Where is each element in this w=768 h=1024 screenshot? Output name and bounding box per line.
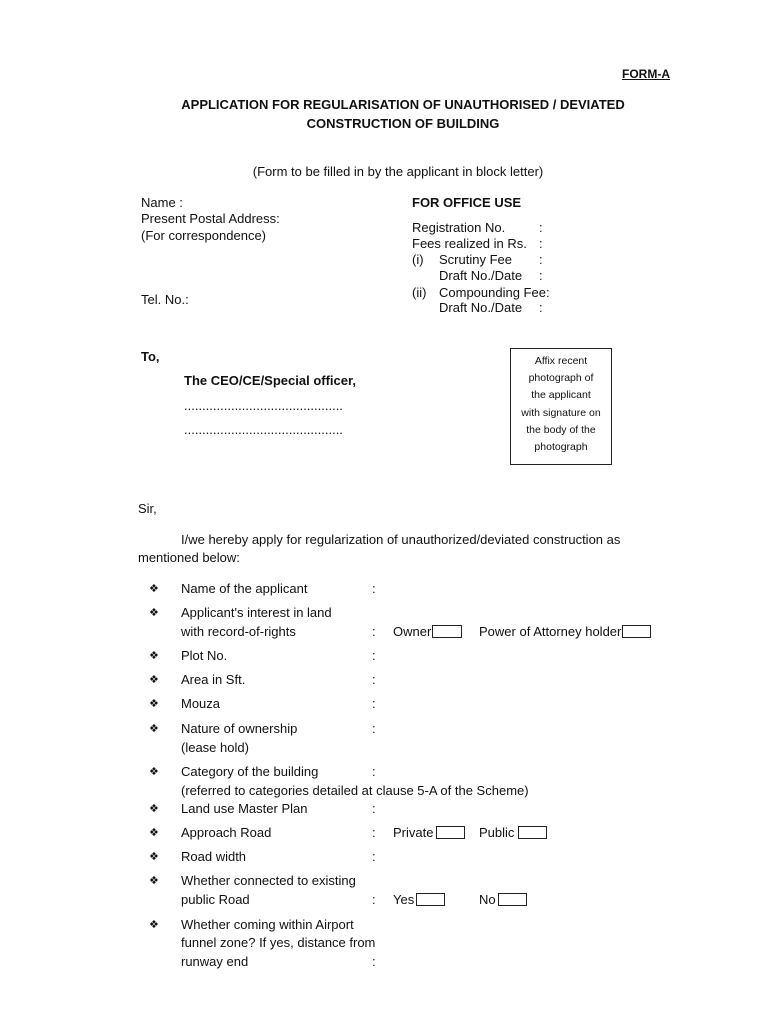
registration-label: Registration No. bbox=[412, 220, 506, 235]
form-id: FORM-A bbox=[622, 67, 670, 81]
item-colon: : bbox=[372, 696, 376, 711]
body-line2: mentioned below: bbox=[138, 550, 240, 565]
draft1-colon: : bbox=[539, 268, 543, 283]
form-title-line1: APPLICATION FOR REGULARISATION OF UNAUTHORISED / DEVIATED bbox=[181, 97, 625, 112]
private-option bbox=[393, 825, 465, 841]
item-area: Area in Sft. bbox=[181, 672, 246, 687]
item-colon: : bbox=[372, 721, 376, 736]
no-option bbox=[479, 892, 527, 908]
item-plot: Plot No. bbox=[181, 648, 228, 663]
item-airport-line3: runway end bbox=[181, 954, 249, 969]
item-airport-line1: Whether coming within Airport bbox=[181, 917, 354, 932]
recipient-dots-2: ............................................ bbox=[184, 422, 343, 437]
compounding-number: (ii) bbox=[412, 285, 427, 300]
item-colon: : bbox=[372, 624, 376, 639]
photo-box bbox=[510, 348, 612, 465]
yes-checkbox[interactable] bbox=[416, 893, 445, 906]
scrutiny-label: Scrutiny Fee bbox=[439, 252, 512, 267]
compounding-label: Compounding Fee: bbox=[439, 285, 550, 300]
draft2-label: Draft No./Date bbox=[439, 300, 523, 315]
photo-box-line: photograph bbox=[534, 441, 588, 454]
item-approach-road: Approach Road bbox=[181, 825, 272, 840]
to-label: To, bbox=[141, 349, 160, 364]
item-colon: : bbox=[372, 672, 376, 687]
item-ownership-line1: Nature of ownership bbox=[181, 721, 298, 736]
public-label: Public bbox=[479, 825, 515, 840]
bullet-icon: ❖ bbox=[149, 803, 159, 815]
owner-option bbox=[393, 624, 462, 640]
private-checkbox[interactable] bbox=[436, 826, 465, 839]
fill-instruction: (Form to be filled in by the applicant in block letter) bbox=[252, 164, 544, 179]
public-option bbox=[479, 825, 547, 841]
poa-label: Power of Attorney holder bbox=[479, 624, 622, 639]
photo-box-line: photograph of bbox=[528, 372, 594, 385]
item-colon: : bbox=[372, 801, 376, 816]
item-colon: : bbox=[372, 581, 376, 596]
bullet-icon: ❖ bbox=[149, 607, 159, 619]
private-label: Private bbox=[393, 825, 434, 840]
item-interest-line2: with record-of-rights bbox=[181, 624, 296, 639]
photo-box-line: the applicant bbox=[531, 389, 591, 402]
item-colon: : bbox=[372, 849, 376, 864]
office-use-heading: FOR OFFICE USE bbox=[412, 195, 522, 210]
draft1-label: Draft No./Date bbox=[439, 268, 523, 283]
poa-checkbox[interactable] bbox=[622, 625, 651, 638]
photo-box-line: the body of the bbox=[526, 423, 596, 436]
item-colon: : bbox=[372, 648, 376, 663]
bullet-icon: ❖ bbox=[149, 919, 159, 931]
item-category-line1: Category of the building bbox=[181, 764, 319, 779]
bullet-icon: ❖ bbox=[149, 583, 159, 595]
fees-label: Fees realized in Rs. bbox=[412, 236, 527, 251]
yes-option bbox=[393, 892, 445, 908]
bullet-icon: ❖ bbox=[149, 766, 159, 778]
photo-box-line: with signature on bbox=[521, 406, 601, 419]
item-connected-line2: public Road bbox=[181, 892, 250, 907]
form-title-line2: CONSTRUCTION OF BUILDING bbox=[306, 116, 500, 131]
no-label: No bbox=[479, 892, 496, 907]
salutation: Sir, bbox=[138, 501, 157, 516]
item-applicant-name: Name of the applicant bbox=[181, 581, 308, 596]
item-colon: : bbox=[372, 764, 376, 779]
bullet-icon: ❖ bbox=[149, 674, 159, 686]
owner-checkbox[interactable] bbox=[432, 625, 462, 638]
body-line1: I/we hereby apply for regularization of unauthorized/deviated construction as bbox=[181, 532, 621, 547]
fees-colon: : bbox=[539, 236, 543, 251]
item-mouza: Mouza bbox=[181, 696, 221, 711]
recipient: The CEO/CE/Special officer, bbox=[184, 373, 356, 388]
tel-label: Tel. No.: bbox=[141, 292, 189, 307]
yes-label: Yes bbox=[393, 892, 415, 907]
bullet-icon: ❖ bbox=[149, 698, 159, 710]
item-airport-line2: funnel zone? If yes, distance from bbox=[181, 935, 376, 950]
bullet-icon: ❖ bbox=[149, 650, 159, 662]
item-road-width: Road width bbox=[181, 849, 247, 864]
bullet-icon: ❖ bbox=[149, 827, 159, 839]
draft2-colon: : bbox=[539, 300, 543, 315]
no-checkbox[interactable] bbox=[498, 893, 527, 906]
correspondence-label: (For correspondence) bbox=[141, 228, 266, 243]
item-landuse: Land use Master Plan bbox=[181, 801, 308, 816]
item-colon: : bbox=[372, 954, 376, 969]
address-label: Present Postal Address: bbox=[141, 211, 280, 226]
item-category-line2: (referred to categories detailed at clause 5-A of the Scheme) bbox=[181, 783, 529, 798]
scrutiny-number: (i) bbox=[412, 252, 424, 267]
public-checkbox[interactable] bbox=[518, 826, 547, 839]
photo-box-line: Affix recent bbox=[534, 355, 588, 367]
item-connected-line1: Whether connected to existing bbox=[181, 873, 356, 888]
item-ownership-line2: (lease hold) bbox=[181, 740, 249, 755]
bullet-icon: ❖ bbox=[149, 875, 159, 887]
item-interest-line1: Applicant's interest in land bbox=[181, 605, 332, 620]
poa-option bbox=[479, 624, 651, 640]
item-colon: : bbox=[372, 825, 376, 840]
bullet-icon: ❖ bbox=[149, 851, 159, 863]
item-colon: : bbox=[372, 892, 376, 907]
name-label: Name : bbox=[141, 195, 183, 210]
owner-label: Owner bbox=[393, 624, 432, 639]
bullet-icon: ❖ bbox=[149, 723, 159, 735]
recipient-dots-1: ............................................ bbox=[184, 398, 343, 413]
scrutiny-colon: : bbox=[539, 252, 543, 267]
registration-colon: : bbox=[539, 220, 543, 235]
